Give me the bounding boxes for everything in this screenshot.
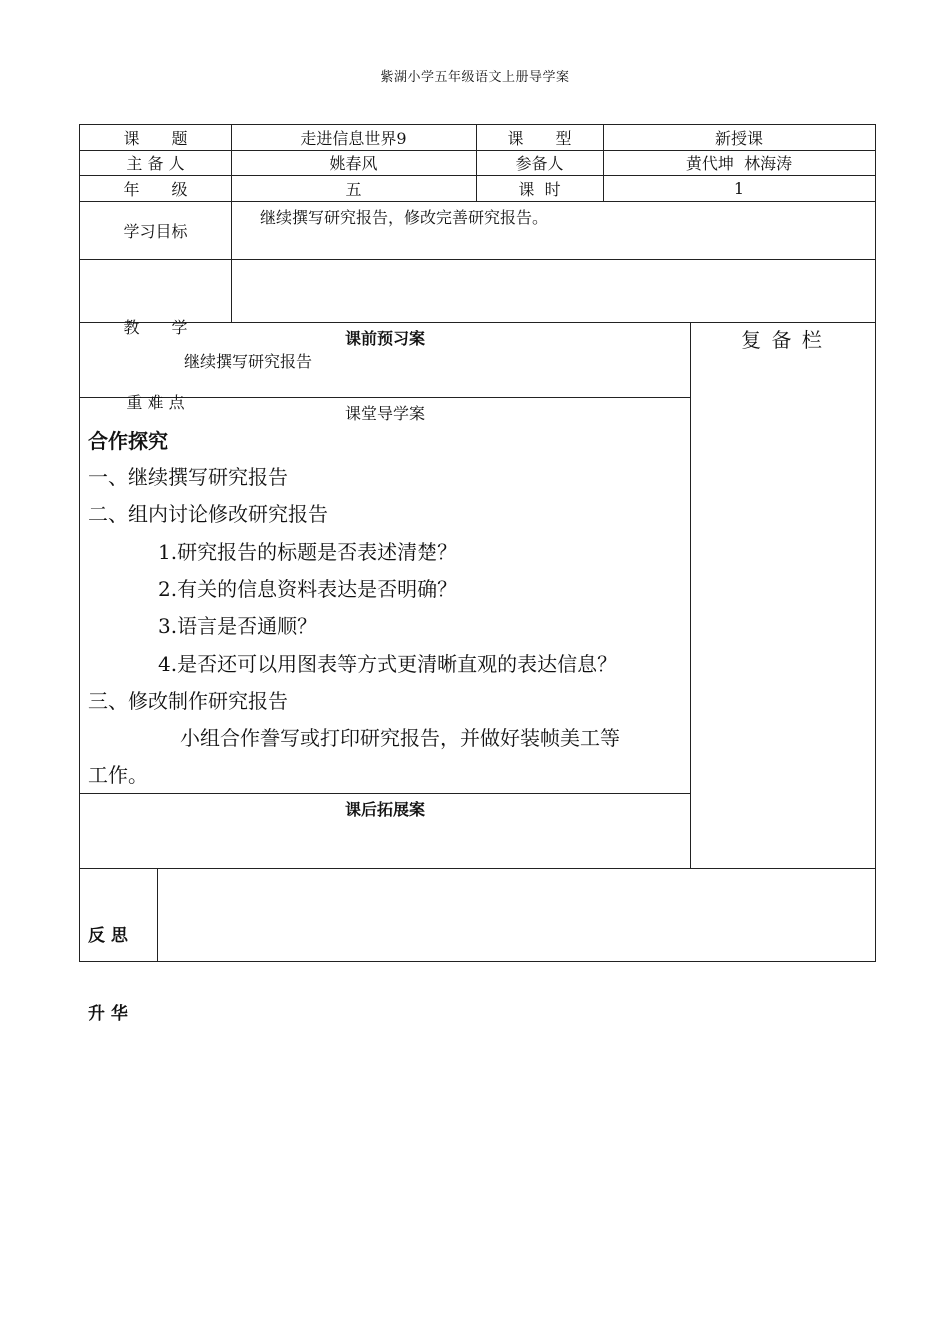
topic-label: 课 题 (123, 129, 188, 148)
classroom-step-1: 一、继续撰写研究报告 (88, 465, 288, 489)
goal-label: 学习目标 (123, 221, 188, 241)
classroom-paragraph-line-2: 工作。 (88, 763, 148, 787)
goal-value: 继续撰写研究报告，修改完善研究报告。 (260, 208, 549, 227)
co-preparer-value: 黄代坤 林海涛 (685, 154, 793, 173)
grade-value: 五 (345, 179, 362, 199)
type-value: 新授课 (714, 129, 763, 148)
hours-label: 课 时 (518, 179, 561, 199)
reflection-label-line-2: 升 华 (88, 1004, 128, 1024)
reflection-label (88, 871, 128, 1079)
classroom-subheading: 合作探究 (88, 429, 168, 453)
question-4: 4.是否还可以用图表等方式更清晰直观的表达信息？ (158, 652, 618, 676)
difficulty-label-line-2: 重 难 点 (126, 393, 185, 412)
grade-label: 年 级 (123, 179, 188, 199)
preview-heading: 课前预习案 (344, 329, 425, 348)
difficulty-label-line-1: 教 学 (123, 318, 188, 337)
classroom-step-3: 三、修改制作研究报告 (88, 689, 288, 713)
hours-value: 1 (733, 178, 745, 198)
co-preparer-label: 参备人 (515, 154, 564, 173)
classroom-step-2: 二、组内讨论修改研究报告 (88, 502, 328, 526)
preview-content: 继续撰写研究报告 (184, 352, 313, 371)
question-1: 1.研究报告的标题是否表述清楚？ (158, 540, 458, 564)
classroom-heading: 课堂导学案 (344, 404, 425, 423)
review-column-heading: 复 备 栏 (741, 328, 824, 352)
topic-value: 走进信息世界9 (300, 129, 407, 148)
classroom-paragraph-line-1: 小组合作誊写或打印研究报告，并做好装帧美工等 (180, 726, 620, 750)
after-class-heading: 课后拓展案 (344, 800, 425, 819)
type-label: 课 型 (507, 129, 572, 148)
preparer-label: 主 备 人 (126, 154, 185, 173)
question-3: 3.语言是否通顺？ (158, 614, 318, 638)
page-header-title: 紫湖小学五年级语文上册导学案 (380, 70, 570, 85)
question-2: 2.有关的信息资料表达是否明确？ (158, 577, 458, 601)
preparer-value: 姚春风 (329, 154, 378, 173)
reflection-label-line-1: 反 思 (88, 926, 128, 946)
lesson-plan-table (79, 124, 876, 1024)
